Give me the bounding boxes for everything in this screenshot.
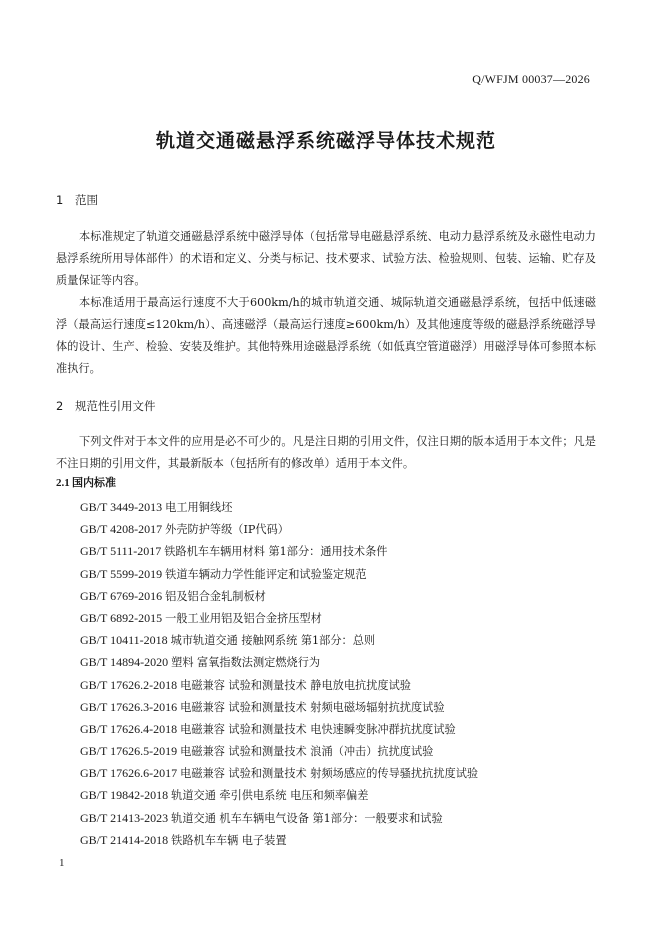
reference-code: GB/T 5599-2019 xyxy=(80,566,163,581)
reference-name: 城市轨道交通 接触网系统 第1部分：总则 xyxy=(170,634,376,648)
page-number: 1 xyxy=(59,857,65,869)
reference-name: 铁路机车车辆用材料 第1部分：通用技术条件 xyxy=(164,545,388,559)
reference-name: 电磁兼容 试验和测量技术 射频电磁场辐射抗扰度试验 xyxy=(180,700,445,714)
reference-code: GB/T 3449-2013 xyxy=(80,500,163,514)
reference-code: GB/T 17626.3-2016 xyxy=(80,699,178,714)
scope-paragraph-2: 本标准适用于最高运行速度不大于600km/h的城市轨道交通、城际轨道交通磁悬浮系统，包括中低速磁浮（最高运行速度≤120km/h）、高速磁浮（最高运行速度≥600km/h）及其他速度等级的磁悬浮系统磁浮导体的设计、生产、检验、安装及维护。其他特殊用途磁悬浮系统（如低真空管道磁浮）用磁浮导体可参照本标准执行。 xyxy=(56,296,596,375)
reference-item xyxy=(80,518,478,540)
document-code: Q/WFJM 00037—2026 xyxy=(472,72,590,86)
reference-name: 轨道交通 机车车辆电气设备 第1部分：一般要求和试验 xyxy=(171,811,443,825)
normative-paragraph-1: 下列文件对于本文件的应用是必不可少的。凡是注日期的引用文件，仅注日期的版本适用于本文件；凡是不注日期的引用文件，其最新版本（包括所有的修改单）适用于本文件。 xyxy=(56,435,596,470)
reference-name: 电磁兼容 试验和测量技术 射频场感应的传导骚扰抗扰度试验 xyxy=(180,767,479,781)
reference-code: GB/T 21413-2023 xyxy=(80,810,169,825)
reference-code: GB/T 17626.2-2018 xyxy=(80,677,178,692)
reference-item xyxy=(80,540,478,562)
reference-item xyxy=(80,585,478,607)
reference-code: GB/T 17626.5-2019 xyxy=(80,744,178,759)
reference-item xyxy=(80,674,478,696)
scope-paragraph-1: 本标准规定了轨道交通磁悬浮系统中磁浮导体（包括常导电磁悬浮系统、电动力悬浮系统及永磁性电动力悬浮系统所用导体部件）的术语和定义、分类与标记、技术要求、试验方法、检验规则、包装、运输、贮存及质量保证等内容。 xyxy=(56,230,596,287)
section-title: 规范性引用文件 xyxy=(75,399,156,413)
reference-name: 电磁兼容 试验和测量技术 电快速瞬变脉冲群抗扰度试验 xyxy=(180,722,456,736)
reference-name: 轨道交通 牵引供电系统 电压和频率偏差 xyxy=(171,789,369,803)
reference-item xyxy=(80,807,478,829)
reference-name: 铁路机车车辆 电子装置 xyxy=(171,833,287,847)
reference-name: 电工用铜线坯 xyxy=(165,501,233,514)
reference-item xyxy=(80,829,478,851)
reference-code: GB/T 17626.4-2018 xyxy=(80,721,178,736)
reference-item xyxy=(80,607,478,629)
reference-item xyxy=(80,784,478,806)
reference-name: 电磁兼容 试验和测量技术 静电放电抗扰度试验 xyxy=(180,678,411,692)
reference-code: GB/T 4208-2017 xyxy=(80,522,163,537)
section-number: 2 xyxy=(56,399,64,413)
reference-code: GB/T 14894-2020 xyxy=(80,655,169,670)
reference-item xyxy=(80,718,478,740)
reference-name: 铝及铝合金轧制板材 xyxy=(165,589,266,603)
reference-name: 一般工业用铝及铝合金挤压型材 xyxy=(165,611,322,625)
reference-code: GB/T 19842-2018 xyxy=(80,788,169,803)
section-number: 1 xyxy=(56,193,64,207)
subsection-number: 2.1 xyxy=(56,477,70,489)
section-heading-scope xyxy=(56,192,98,208)
subsection-heading-domestic-standards xyxy=(56,474,116,490)
section-heading-normative-references xyxy=(56,398,156,414)
reference-code: GB/T 10411-2018 xyxy=(80,633,168,648)
reference-code: GB/T 5111-2017 xyxy=(80,544,162,559)
reference-code: GB/T 6892-2015 xyxy=(80,610,163,625)
reference-list xyxy=(80,496,478,851)
reference-item xyxy=(80,762,478,784)
reference-code: GB/T 17626.6-2017 xyxy=(80,766,178,781)
reference-name: 外壳防护等级（IP代码） xyxy=(165,523,289,537)
reference-item xyxy=(80,629,478,651)
reference-item xyxy=(80,740,478,762)
document-title: 轨道交通磁悬浮系统磁浮导体技术规范 xyxy=(155,130,496,152)
reference-item xyxy=(80,563,478,585)
reference-name: 铁道车辆动力学性能评定和试验鉴定规范 xyxy=(165,567,367,581)
reference-item xyxy=(80,496,478,518)
section-title: 范围 xyxy=(75,193,98,207)
subsection-title: 国内标准 xyxy=(72,476,116,489)
reference-name: 塑料 富氧指数法测定燃烧行为 xyxy=(171,656,321,670)
reference-item xyxy=(80,696,478,718)
reference-item xyxy=(80,651,478,673)
reference-code: GB/T 6769-2016 xyxy=(80,588,163,603)
reference-name: 电磁兼容 试验和测量技术 浪涌（冲击）抗扰度试验 xyxy=(180,745,434,759)
reference-code: GB/T 21414-2018 xyxy=(80,832,169,847)
